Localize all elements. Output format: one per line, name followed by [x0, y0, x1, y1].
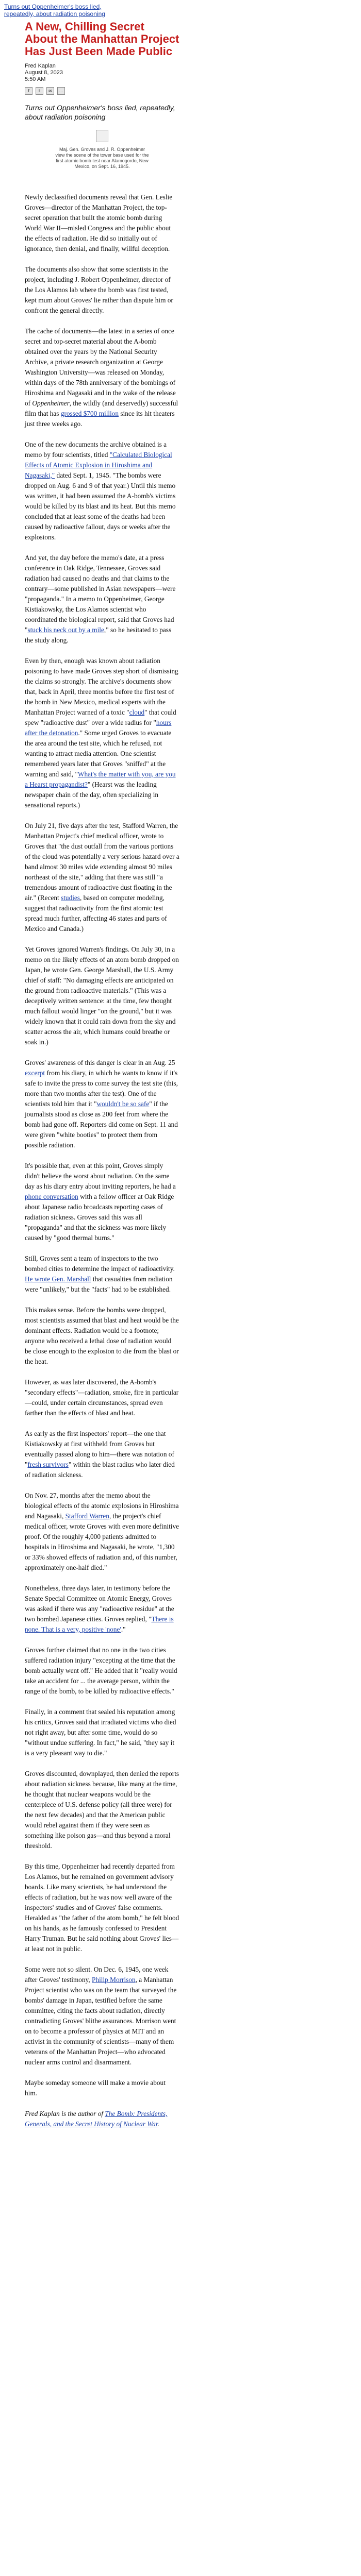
paragraph: Some were not so silent. On Dec. 6, 1945, one week after Groves' testimony, Philip Morrison, a Manhattan Project scientist who was on the team that surveyed the bombs' damage in Japan, testified before the same committee, citing the facts about radiation, directly contradicting Groves' blithe assurances. Morrison went on to become a professor of physics at MIT and an activist in the community of scientists—many of them veterans of the Manhattan Project—who advocated nuclear arms control and disarmament. — [25, 1965, 177, 2066]
inline-link[interactable]: grossed $700 million — [60, 410, 119, 417]
email-icon[interactable]: ✉ — [46, 87, 54, 95]
paragraph: On July 21, five days after the test, Stafford Warren, the Manhattan Project's chief medical officer, wrote to Groves that "the dust outfall from the various portions of the cloud was potentially a very serious hazard over a band almost 30 miles wide extending almost 90 miles northeast of the site," adding that there was still "a tremendous amount of radioactive dust floating in the air." (Recent studies, based on computer modeling, suggest that radioactivity from the first atomic test spread much further, affecting 46 states and parts of Mexico and Canada.) — [25, 822, 179, 933]
paragraph: Maybe someday someone will make a movie about him. — [25, 2079, 166, 2097]
article-dek: Turns out Oppenheimer's boss lied, repeatedly, about radiation poisoning — [25, 104, 175, 121]
image-caption: Maj. Gen. Groves and J. R. Oppenheimer view the scene of the tower base used for the first atomic bomb test near Alamogordo, New Mexico, on Sept. 16, 1945. — [55, 147, 149, 169]
paragraph: It's possible that, even at this point, Groves simply didn't believe the worst about radiation. On the same day as his diary entry about inviting reporters, he had a phone conversation with a fellow officer at Oak Ridge about Japanese radio broadcasts reporting cases of radiation sickness. Groves said this was all "propaganda" and that the sickness was more likely caused by "good thermal burns." — [25, 1162, 176, 1242]
paragraph: Nonetheless, three days later, in testimony before the Senate Special Committee on Atomic Energy, Groves was asked if there was any "radioactive residue" at the two bombed Japanese cities. Groves replied, "There is none. That is a very, positive 'none'." — [25, 1584, 174, 1633]
inline-link[interactable]: Stafford Warren — [65, 1512, 109, 1520]
paragraph: One of the new documents the archive obtained is a memo by four scientists, titled "Calculated Biological Effects of Atomic Explosion in Hiroshima and Nagasaki," dated Sept. 1, 1945. "The bombs were dropped on Aug. 6 and 9 of that year.) Until this memo was written, it had been assumed the A-bomb's victims would be killed by its blast and its heat. But this memo concluded that at least some of the deaths had been caused by radioactive fallout, days or weeks after the explosions. — [25, 440, 176, 541]
paragraph: Newly declassified documents reveal that Gen. Leslie Groves—director of the Manhattan Project, the top-secret operation that built the atomic bomb during World War II—misled Congress and the public about the effects of radiation. He did so initially out of ignorance, then denial, and finally, willful deception. — [25, 193, 173, 252]
inline-link[interactable]: stuck his neck out by a mile — [27, 626, 104, 634]
paragraph: However, as was later discovered, the A-bomb's "secondary effects"—radiation, smoke, fire in particular—could, under certain circumstances, spread even farther than the effects of blast and heat. — [25, 1378, 179, 1417]
paragraph: Groves discounted, downplayed, then denied the reports about radiation sickness because, like many at the time, he thought that nuclear weapons would be the centerpiece of U.S. defense policy (all three were) for the next few decades) and that the American public would rebel against them if they were seen as something like poison gas—and thus beyond a moral threshold. — [25, 1770, 179, 1850]
inline-link[interactable]: cloud — [129, 708, 145, 716]
paragraph: Groves further claimed that no one in the two cities suffered radiation injury "excepting at the time that the bomb actually went off." He added that it "really would take an accident for ... the average person, within the range of the bomb, to be killed by radioactive effects." — [25, 1646, 177, 1695]
author-bio: Fred Kaplan is the author of The Bomb: Presidents, Generals, and the Secret History of Nuclear War. — [25, 2110, 168, 2128]
article-title: A New, Chilling Secret About the Manhattan Project Has Just Been Made Public — [25, 20, 179, 58]
paragraph: The cache of documents—the latest in a series of once secret and top-secret material about the A-bomb obtained over the years by the National Security Archive, a private research organization at George Washington University—was released on Monday, within days of the 78th anniversary of the bombings of Hiroshima and Nagasaki and in the wake of the release of Oppenheimer, the wildly (and deservedly) successful film that has grossed $700 million since its hit theaters just three weeks ago. — [25, 327, 178, 428]
paragraph: By this time, Oppenheimer had recently departed from Los Alamos, but he remained on government advisory boards. Like many scientists, he had understood the effects of radiation, but he was now well aware of the inspectors' studies and of Groves' false comments. Heralded as "the father of the atom bomb," he felt blood on his hands, as he famously confessed to President Harry Truman. But he said nothing about Groves' lies—at least not in public. — [25, 1862, 179, 1953]
paragraph: Yet Groves ignored Warren's findings. On July 30, in a memo on the likely effects of an atom bomb dropped on Japan, he wrote Gen. George Marshall, the U.S. Army chief of staff: "No damaging effects are anticipated on the ground from radioactive materials." (This was a deceptively written sentence: at the time, few thought much fallout would linger "on the ground," but it was widely known that it could rain down from the sky and scatter across the air, which humans could breathe or soak in.) — [25, 945, 179, 1046]
inline-link[interactable]: hours after the detonation — [25, 719, 172, 737]
paragraph: Finally, in a comment that sealed his reputation among his critics, Groves said that irradiated victims who died not right away, but after some time, would do so "without undue suffering. In fact," he said, "they say it is a very pleasant way to die." — [25, 1708, 176, 1757]
book-link[interactable]: The Bomb: Presidents, Generals, and the Secret History of Nuclear War — [25, 2110, 168, 2128]
paragraph: On Nov. 27, months after the memo about the biological effects of the atomic explosions in Hiroshima and Nagasaki, Stafford Warren, the project's chief medical officer, wrote Groves with even more definitive proof. Of the roughly 4,000 patients admitted to hospitals in Hiroshima and Nagasaki, he wrote, "1,300 or 33% showed effects of radiation and, of this number, approximately one-half died." — [25, 1492, 179, 1571]
article — [25, 21, 179, 2140]
publish-time: 5:50 AM — [25, 76, 46, 82]
author-name: Fred Kaplan — [25, 63, 56, 69]
inline-link[interactable]: "Calculated Biological Effects of Atomic Explosion in Hiroshima and Nagasaki," — [25, 451, 172, 479]
paragraph: The documents also show that some scientists in the project, including J. Robert Oppenheimer, director of the Los Alamos lab where the bomb was first tested, kept mum about Groves' lie rather than dispute him or confront the general directly. — [25, 265, 173, 314]
publish-date: August 8, 2023 — [25, 70, 63, 76]
share-row — [25, 87, 179, 95]
paragraph: As early as the first inspectors' report—the one that Kistiakowsky at first withheld from Groves but eventually passed along to him—there was notation of "fresh survivors" within the blast radius who later died of radiation sickness. — [25, 1430, 175, 1479]
inline-link[interactable]: excerpt — [25, 1069, 45, 1077]
paragraph: Still, Groves sent a team of inspectors to the two bombed cities to determine the impact of radioactivity. He wrote Gen. Marshall that casualties from radiation were "unlikely," but the "facts" had to be established. — [25, 1255, 175, 1293]
inline-link[interactable]: wouldn't be so safe — [96, 1100, 150, 1108]
inline-link[interactable]: phone conversation — [25, 1193, 78, 1200]
inline-link[interactable]: What's the matter with you, are you a Hearst propagandist? — [25, 770, 176, 788]
byline — [25, 63, 179, 83]
comment-icon[interactable]: … — [57, 87, 65, 95]
inline-link[interactable]: There is none. That is a very, positive 'none' — [25, 1615, 174, 1633]
facebook-icon[interactable]: f — [25, 87, 32, 95]
inline-link[interactable]: Philip Morrison — [92, 1976, 136, 1984]
paragraph: Even by then, enough was known about radiation poisoning to have made Groves step short of dismissing the claims so strongly. The archive's documents show that, back in April, three months before the first test of the bomb in New Mexico, medical experts with the Manhattan Project warned of a toxic "cloud" that could spew "radioactive dust" over a wide radius for "hours after the detonation." Some urged Groves to evacuate the area around the test site, which he refused, not wanting to attract media attention. One scientist remembered years later that Groves "sniffed" at the warning and said, "What's the matter with you, are you a Hearst propagandist?" (Hearst was the leading newspaper chain of the day, often specializing in sensational reports.) — [25, 657, 178, 809]
inline-link[interactable]: studies — [61, 894, 80, 902]
paragraph: Groves' awareness of this danger is clear in an Aug. 25 excerpt from his diary, in which he wants to know if it's safe to invite the press to come survey the test site (this, more than two months after the test). One of the scientists told him that it "wouldn't be so safe" if the journalists stood as close as 200 feet from where the bomb had gone off. Reporters did come on Sept. 11 and were given "white booties" to protect them from possible radiation. — [25, 1059, 178, 1149]
lead-figure — [25, 130, 179, 170]
paragraph: This makes sense. Before the bombs were dropped, most scientists assumed that blast and heat would be the dominant effects. Radiation would be a footnote; anyone who received a lethal dose of radiation would be close enough to the explosion to die from the blast or the heat. — [25, 1306, 179, 1365]
lead-image-placeholder — [96, 130, 108, 142]
inline-link[interactable]: He wrote Gen. Marshall — [25, 1275, 91, 1283]
paragraph: And yet, the day before the memo's date, at a press conference in Oak Ridge, Tennessee, Groves said radiation had caused no deaths and that claims to the contrary—some published in Asian newspapers—were "propaganda." In a memo to Oppenheimer, George Kistiakowsky, the Los Alamos scientist who coordinated the biological report, said that Groves had "stuck his neck out by a mile," so he hesitated to pass the study along. — [25, 554, 176, 644]
top-article-link[interactable]: Turns out Oppenheimer's boss lied, repeatedly, about radiation poisoning — [4, 3, 105, 18]
twitter-icon[interactable]: t — [36, 87, 43, 95]
inline-link[interactable]: fresh survivors — [27, 1461, 69, 1468]
article-body — [25, 192, 179, 2129]
